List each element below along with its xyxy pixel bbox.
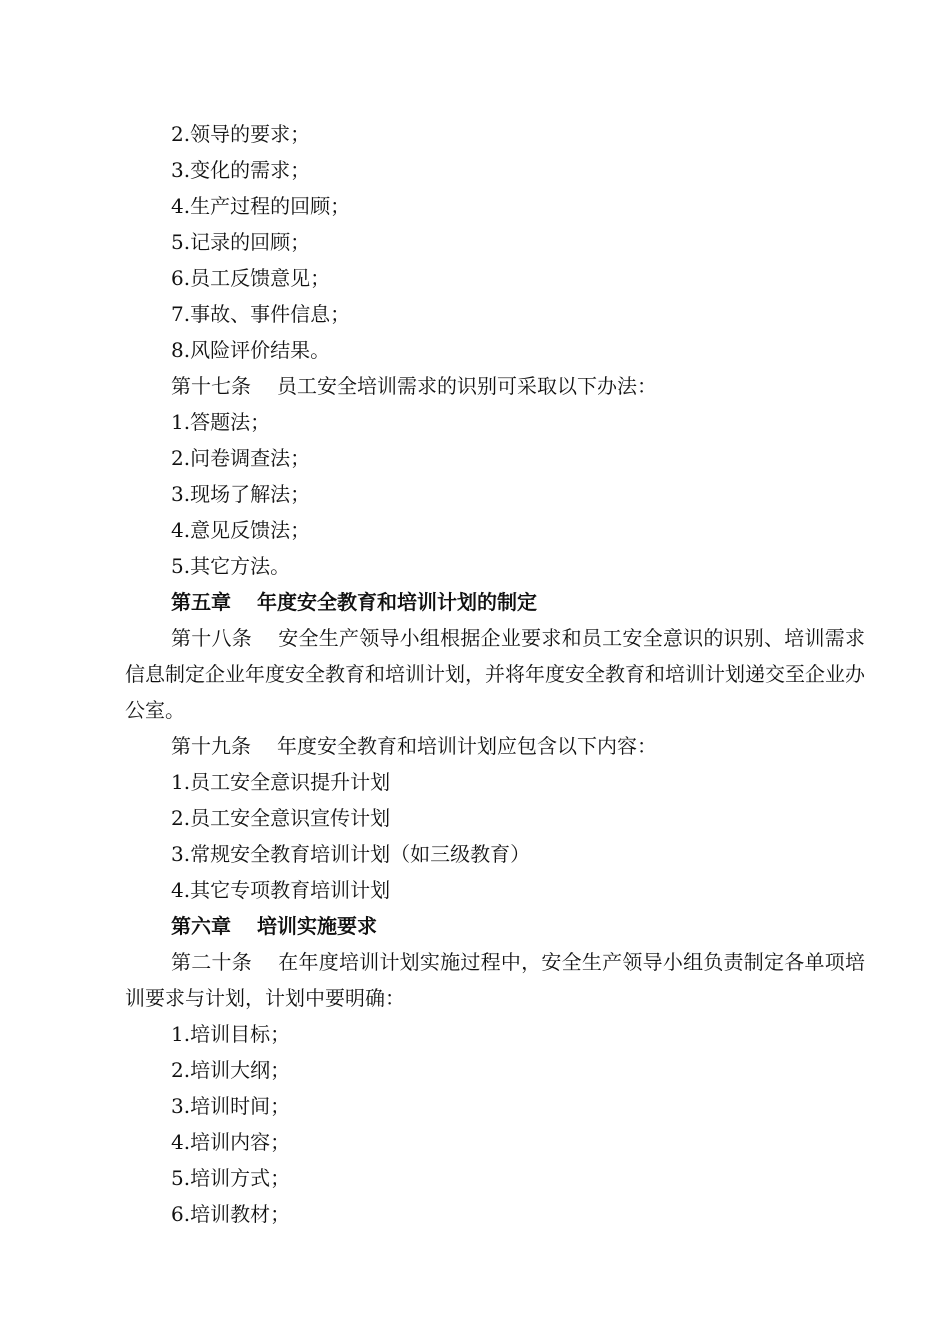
list-item: 8.风险评价结果。: [171, 338, 331, 362]
article-17: [125, 368, 865, 404]
list-item: 4.意见反馈法；: [171, 518, 311, 542]
list-item: 4.其它专项教育培训计划: [171, 878, 391, 902]
list-item: 1.答题法；: [171, 410, 271, 434]
article-text: 安全生产领导小组根据企业要求和员工安全意识的识别、培训需求信息制定企业年度安全教育和培训计划，并将年度安全教育和培训计划递交至企业办公室。: [125, 626, 866, 722]
list-item: 5.培训方式；: [171, 1166, 291, 1190]
article-text: 在年度培训计划实施过程中，安全生产领导小组负责制定各单项培训要求与计划，计划中要明确：: [125, 950, 866, 1010]
article-20: [125, 944, 865, 1016]
article-number: 第十七条: [171, 374, 251, 398]
list-item: 2.员工安全意识宣传计划: [171, 806, 391, 830]
list-item: 2.问卷调查法；: [171, 446, 311, 470]
list-item: 4.培训内容；: [171, 1130, 291, 1154]
list-item: 7.事故、事件信息；: [171, 302, 351, 326]
list-item: 5.记录的回顾；: [171, 230, 311, 254]
list-item: 2.领导的要求；: [171, 122, 311, 146]
article-text: 员工安全培训需求的识别可采取以下办法：: [277, 374, 657, 398]
chapter-number: 第六章: [171, 914, 231, 938]
chapter-number: 第五章: [171, 590, 231, 614]
article-number: 第十九条: [171, 734, 251, 758]
list-item: 3.常规安全教育培训计划（如三级教育）: [171, 842, 531, 866]
article-text: 年度安全教育和培训计划应包含以下内容：: [277, 734, 657, 758]
list-item: 1.员工安全意识提升计划: [171, 770, 391, 794]
list-item: 6.员工反馈意见；: [171, 266, 331, 290]
list-item: 6.培训教材；: [171, 1202, 291, 1226]
list-item: 3.变化的需求；: [171, 158, 311, 182]
chapter-5-heading: [125, 584, 865, 620]
list-item: 5.其它方法。: [171, 554, 291, 578]
chapter-6-heading: [125, 908, 865, 944]
document-body: [125, 116, 865, 1232]
article-number: 第二十条: [171, 950, 252, 974]
list-item: 2.培训大纲；: [171, 1058, 291, 1082]
article-18: [125, 620, 865, 728]
chapter-title: 年度安全教育和培训计划的制定: [257, 590, 537, 614]
chapter-title: 培训实施要求: [257, 914, 377, 938]
list-item: 3.现场了解法；: [171, 482, 311, 506]
article-number: 第十八条: [171, 626, 252, 650]
list-item: 1.培训目标；: [171, 1022, 291, 1046]
list-item: 4.生产过程的回顾；: [171, 194, 351, 218]
article-19: [125, 728, 865, 764]
list-item: 3.培训时间；: [171, 1094, 291, 1118]
